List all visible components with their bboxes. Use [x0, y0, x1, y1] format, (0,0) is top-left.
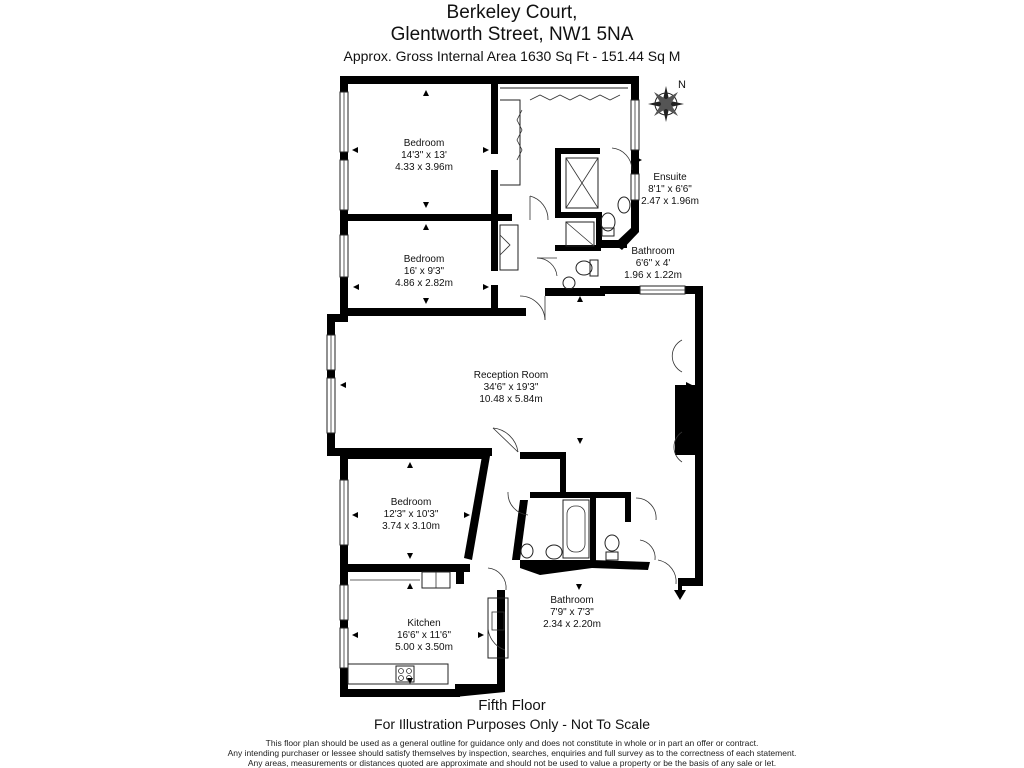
- svg-text:3.74 x 3.10m: 3.74 x 3.10m: [382, 521, 440, 532]
- svg-text:4.33 x 3.96m: 4.33 x 3.96m: [395, 162, 453, 173]
- room-label-reception: [474, 370, 548, 405]
- svg-text:Bedroom: Bedroom: [403, 254, 445, 265]
- svg-text:Bathroom: Bathroom: [550, 595, 594, 606]
- svg-text:2.34 x 2.20m: 2.34 x 2.20m: [543, 619, 601, 630]
- svg-text:16' x 9'3": 16' x 9'3": [403, 266, 445, 277]
- svg-text:34'6" x 19'3": 34'6" x 19'3": [483, 382, 539, 393]
- gross-internal-area: Approx. Gross Internal Area 1630 Sq Ft - 151.44 Sq M: [343, 48, 681, 64]
- svg-text:5.00 x 3.50m: 5.00 x 3.50m: [395, 642, 453, 653]
- svg-text:Bedroom: Bedroom: [403, 138, 445, 149]
- scale-notice: For Illustration Purposes Only - Not To Scale: [374, 716, 650, 732]
- room-label-ensuite: [641, 172, 699, 207]
- disclaimer-line-1: This floor plan should be used as a general outline for guidance only and does not constitute in whole or in part an offer or contract.: [265, 738, 759, 748]
- svg-text:2.47 x 1.96m: 2.47 x 1.96m: [641, 196, 699, 207]
- svg-text:14'3" x 13': 14'3" x 13': [401, 150, 447, 161]
- svg-text:10.48 x 5.84m: 10.48 x 5.84m: [479, 394, 543, 405]
- svg-text:4.86 x 2.82m: 4.86 x 2.82m: [395, 278, 453, 289]
- disclaimer-line-2: Any intending purchaser or lessee should satisfy themselves by inspection, searches, enquiries and full survey as to the correctness of each statement.: [227, 748, 797, 758]
- room-label-bathroom-1: [624, 246, 682, 281]
- room-label-bathroom-2: [543, 595, 601, 630]
- svg-text:1.96 x 1.22m: 1.96 x 1.22m: [624, 270, 682, 281]
- svg-text:Ensuite: Ensuite: [653, 172, 687, 183]
- room-label-bedroom-3: [382, 497, 440, 532]
- floor-name: Fifth Floor: [478, 697, 546, 714]
- svg-text:12'3" x 10'3": 12'3" x 10'3": [383, 509, 439, 520]
- compass-icon: [648, 86, 684, 122]
- svg-text:6'6" x 4': 6'6" x 4': [635, 258, 671, 269]
- svg-text:Bathroom: Bathroom: [631, 246, 675, 257]
- svg-text:Kitchen: Kitchen: [407, 618, 441, 629]
- room-label-bedroom-2: [395, 254, 453, 289]
- disclaimer-line-3: Any areas, measurements or distances quoted are approximate and should not be used to value a property or be the basis of any sale or let.: [247, 758, 777, 768]
- svg-text:7'9" x 7'3": 7'9" x 7'3": [550, 607, 594, 618]
- svg-text:Reception Room: Reception Room: [473, 370, 549, 381]
- svg-text:16'6" x 11'6": 16'6" x 11'6": [396, 630, 452, 641]
- svg-text:8'1" x 6'6": 8'1" x 6'6": [648, 184, 692, 195]
- svg-text:Bedroom: Bedroom: [390, 497, 432, 508]
- compass-north-label: N: [678, 79, 686, 91]
- property-name: Berkeley Court,: [446, 2, 578, 23]
- property-address: Glentworth Street, NW1 5NA: [390, 24, 634, 45]
- room-label-kitchen: [395, 618, 453, 653]
- room-label-bedroom-1: [395, 138, 453, 173]
